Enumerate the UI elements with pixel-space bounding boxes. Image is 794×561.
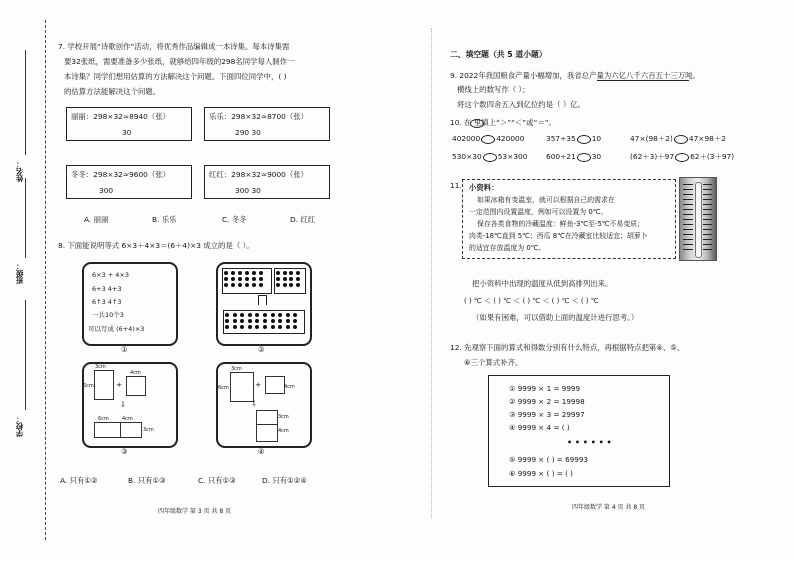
q11-hint: （如果有困难，可以借助上面的温度计进行思考。） [472,313,639,322]
array-dot [271,319,275,323]
q8-figure-1 [82,262,178,346]
q10-r2-b-left: 600÷21 [546,152,576,161]
array-dot [255,319,259,323]
q8-fig3-6cm: 6cm [83,383,94,389]
array-dot [248,319,252,323]
array-dot [233,319,237,323]
q8-fig3-bottom-6cm: 6cm [98,416,109,422]
array-dot [286,319,290,323]
q11-info-line-4: 肉类-18℃直到 5℃；西瓜 8℃在冷藏室比较适宜；胡萝卜 [469,232,648,240]
array-dot [289,277,293,281]
q8-option-c: C. 只有①③ [198,476,236,485]
q11-info-box [462,179,676,259]
q12-row-6[interactable]: ⑥ 9999 × ( ) = ( ) [509,469,573,478]
array-dot [278,319,282,323]
q8-fig1-line-5: 可以写成 (6+4)×3 [88,325,145,333]
q8-fig4-6cm: 6cm [218,385,229,391]
array-dot [240,325,244,329]
array-dot [283,271,287,275]
q10-r2-a-circle[interactable] [483,153,497,162]
array-dot [224,277,228,281]
class-underline [25,178,27,258]
array-dot [289,271,293,275]
q10-title: 10. 在 里填上“＞”“＜”或“＝”。 [450,118,556,127]
q8-question: 8. 下面能说明等式 6×3＋4×3＝(6＋4)×3 成立的是（ ）。 [58,241,254,250]
q8-fig4-4cm: 4cm [284,384,295,390]
q10-r2-a-left: 530×30 [452,152,482,161]
q9-underline [597,80,689,81]
q10-row2-item3 [630,151,734,162]
q10-r1-b-circle[interactable] [577,135,591,144]
array-dot [252,277,256,281]
q10-r1-c-right: 47×98＋2 [688,134,726,143]
array-dot [245,277,249,281]
q8-fig3-bottom-4cm: 4cm [122,416,133,422]
array-dot [286,313,290,317]
array-dot [252,271,256,275]
school-label: 学校： [15,415,24,438]
q8-fig1-line-3: 6↑3 4↑3 [92,298,122,306]
q10-row1-item3 [630,133,726,144]
q10-r2-b-circle[interactable] [577,153,591,162]
q7-option-c: C. 冬冬 [222,215,247,224]
array-dot [233,313,237,317]
array-dot [225,319,229,323]
q8-fig4-3cm: 3cm [231,366,242,372]
array-dot [276,283,280,287]
array-dot [259,277,263,281]
q10-row1-item2 [546,133,601,144]
q11-info-title: 小资料： [469,183,499,192]
q10-r1-b-left: 357÷35 [546,134,576,143]
q8-fig3-rect-4x3 [126,376,146,396]
array-dot [283,277,287,281]
q8-fig3-arrow: ⇩ [120,400,127,409]
q7-box-dongdong [66,165,192,199]
array-dot [278,313,282,317]
q7-box-lili-expr: 丽丽：298×32≈8940（张） [71,112,171,121]
thermometer-scale-right [703,184,712,254]
array-dot [283,283,287,287]
array-dot [293,313,297,317]
q9-line-1: 9. 2022年我国粮食产量小幅增加，我省总产量为六亿八千六百五十三万吨。 [450,71,700,80]
q7-option-b: B. 乐乐 [152,215,177,224]
array-dot [224,283,228,287]
q10-title-circle [470,119,484,128]
array-dot [276,271,280,275]
q10-row2-item2 [546,151,601,162]
array-dot [293,319,297,323]
array-dot [263,319,267,323]
q8-fig4-plus: + [255,380,262,389]
q8-fig3-4cm: 4cm [130,370,141,376]
array-dot [238,277,242,281]
array-dot [255,325,259,329]
q12-row-5[interactable]: ⑤ 9999 × ( ) = 69993 [509,455,588,464]
q9-line-2: 横线上的数写作（ ）； [457,85,530,94]
q8-fig1-line-4: 一共10个3 [92,311,124,319]
section-title: 二、填空题（共 5 道小题） [450,50,547,59]
q12-row-1: ① 9999 × 1 = 9999 [509,384,581,393]
q7-box-honghong-expr: 红红：298×32≈9000（张） [209,170,309,179]
q7-box-dongdong-sub: 300 [99,186,114,195]
q7-box-lele-expr: 乐乐：298×32≈8700（张） [209,112,309,121]
q7-line-2: 要32张纸，需要准备多少张纸，就够给四年级的298名同学每人制作一 [64,57,295,66]
q8-label-1: ① [121,345,128,354]
array-dot [245,271,249,275]
array-dot [224,271,228,275]
array-dot [240,313,244,317]
q7-line-3: 本诗集？同学们想用估算的方法解决这个问题。下面四位同学中，( ) [64,72,287,81]
array-dot [248,313,252,317]
array-dot [289,283,293,287]
q10-r2-c-right: 62＋(3＋97) [690,152,735,161]
q7-option-a: A. 丽丽 [84,215,109,224]
q12-formula-box [488,375,670,487]
school-underline [25,300,27,410]
array-dot [231,283,235,287]
q10-r1-b-right: 10 [591,134,602,143]
q10-row2-item1 [452,151,527,162]
q8-option-b: B. 只有①③ [128,476,166,485]
q12-line-1: 12. 先观察下面的算式和得数分别有什么特点，再根据特点把第④、⑤、 [450,343,685,352]
q7-box-lili [66,107,192,141]
q7-box-lele [204,107,330,141]
q7-box-honghong-sub: 300 30 [235,186,261,195]
array-dot [238,271,242,275]
array-dot [231,277,235,281]
q11-number: 11. [450,181,462,190]
q8-fig4-bottom-3cm: 3cm [278,414,289,420]
q11-info-line-5: 的适宜存放温度为 0℃。 [469,244,546,252]
right-footer: 四年级数学 第 4 页 共 8 页 [572,504,646,511]
q11-blanks[interactable]: ( ) ℃ ＜ ( ) ℃ ＜ ( ) ℃ ＜ ( ) ℃ ＜ ( ) ℃ [464,297,599,305]
array-dot [286,325,290,329]
q8-fig1-line-1: 6×3 + 4×3 [92,271,130,279]
q7-box-honghong [204,165,330,199]
q8-option-a: A. 只有①② [60,476,98,485]
q8-fig4-arrow: ⇩ [251,399,258,408]
q7-box-lili-sub: 30 [122,128,132,137]
array-dot [245,283,249,287]
q8-label-3: ③ [121,447,128,456]
q12-line-2: ⑥三个算式补齐。 [464,358,523,367]
array-dot [240,319,244,323]
array-dot [293,325,297,329]
q7-option-d: D. 红红 [290,215,316,224]
page-divider [431,28,432,518]
binding-dashed-line [45,20,46,540]
q8-fig4-rect-3x4 [265,376,285,394]
array-dot [225,313,229,317]
q12-row-4[interactable]: ④ 9999 × 4 = ( ) [509,423,570,432]
q7-line-1: 7. 学校开展“诗歌创作”活动，将优秀作品编辑成一本诗集。每本诗集需 [58,42,290,51]
q10-r1-c-left: 47×(98＋2) [630,134,673,143]
q8-fig4-bottom-4cm: 4cm [278,428,289,434]
q10-r2-a-right: 53×300 [497,152,528,161]
q8-label-4: ④ [258,447,265,456]
array-dot [248,325,252,329]
class-label: 班级： [15,262,24,285]
q12-row-3: ③ 9999 × 3 = 29997 [509,410,585,419]
q8-label-2: ② [258,345,265,354]
array-dot [263,313,267,317]
array-dot [252,283,256,287]
array-dot [276,277,280,281]
q10-r2-b-right: 30 [591,152,602,161]
array-dot [263,325,267,329]
q11-info-line-3: 保存各类食物的冷藏温度：鲜鱼-3℃至-5℃不易变质； [477,220,645,228]
array-dot [259,271,263,275]
array-dot [259,283,263,287]
q10-r2-c-left: (62＋3)＋97 [630,152,675,161]
q8-fig3-plus: + [116,380,123,389]
thermometer-image [679,177,717,261]
q8-fig3-rect-6x3 [94,370,114,400]
q10-r1-a-left: 402000 [452,134,481,143]
q7-box-lele-sub: 290 30 [235,128,261,137]
q10-r2-c-circle[interactable] [675,153,689,162]
q8-fig3-3cm: 3cm [95,364,106,370]
array-dot [296,277,300,281]
q8-fig4-combined-bottom [256,424,278,442]
array-dot [225,325,229,329]
q8-figure-4 [216,362,312,448]
array-dot [296,283,300,287]
q8-option-d: D. 只有①②④ [262,476,308,485]
q11-info-line-2: 一定范围内设置温度，例如可以设置为 0℃。 [469,208,608,216]
array-dot [278,325,282,329]
left-footer: 四年级数学 第 3 页 共 8 页 [158,508,232,515]
q8-fig3-bottom-3cm: 3cm [143,427,154,433]
array-dot [271,325,275,329]
name-underline [25,50,27,155]
thermometer-scale [683,184,693,254]
q10-r1-a-right: 420000 [496,134,525,143]
q12-ellipsis: • • • • • • [567,438,612,447]
array-dot [238,283,242,287]
array-dot [296,271,300,275]
q9-line-3: 将这个数四舍五入到亿位约是（ ）亿。 [457,100,585,109]
thermometer-tube [695,182,702,258]
q11-ask: 把小资料中出现的温度从低到高排列出来。 [472,279,613,288]
array-dot [233,325,237,329]
name-label: 姓名： [15,160,24,183]
q10-row1-item1 [452,133,524,144]
q7-box-dongdong-expr: 冬冬：298×32≈9600（张） [71,170,171,179]
q10-r1-a-circle[interactable] [481,135,495,144]
q8-fig2-dots [216,262,308,342]
q8-fig1-line-2: 6+3 4+3 [92,285,122,293]
q11-info-line-1: 如果冰箱有变温室，就可以根据自己的需求在 [477,196,615,204]
q10-r1-c-circle[interactable] [674,135,688,144]
q12-row-2: ② 9999 × 2 = 19998 [509,397,585,406]
q7-line-4: 的估算方法能解决这个问题。 [64,87,161,96]
array-dot [255,313,259,317]
array-dot [271,313,275,317]
q8-figure-3 [82,362,178,448]
array-dot [231,271,235,275]
